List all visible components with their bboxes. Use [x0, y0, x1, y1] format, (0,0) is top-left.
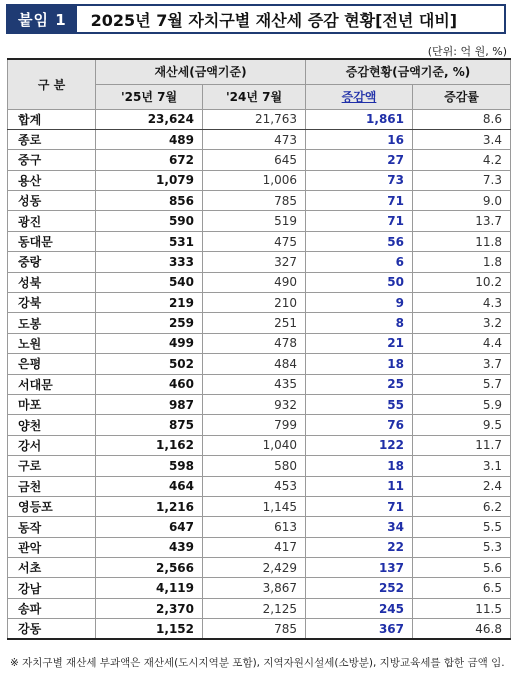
increase-amount: 16 [306, 129, 413, 149]
district-name: 은평 [8, 354, 96, 374]
value-2025: 259 [96, 313, 203, 333]
value-2024: 327 [203, 252, 306, 272]
district-name: 도봉 [8, 313, 96, 333]
increase-amount: 22 [306, 537, 413, 557]
value-2025: 499 [96, 333, 203, 353]
table-row [8, 496, 511, 516]
value-2024: 932 [203, 394, 306, 414]
increase-rate: 6.2 [413, 496, 511, 516]
value-2025: 590 [96, 211, 203, 231]
increase-rate: 7.3 [413, 170, 511, 190]
table-row [8, 394, 511, 414]
district-name: 영등포 [8, 496, 96, 516]
value-2024: 580 [203, 456, 306, 476]
district-name: 합계 [8, 109, 96, 129]
increase-rate: 9.5 [413, 415, 511, 435]
value-2025: 219 [96, 293, 203, 313]
increase-amount: 25 [306, 374, 413, 394]
table-row [8, 619, 511, 639]
increase-rate: 11.5 [413, 598, 511, 618]
increase-amount: 21 [306, 333, 413, 353]
increase-amount: 50 [306, 272, 413, 292]
table-row [8, 354, 511, 374]
increase-amount: 245 [306, 598, 413, 618]
increase-rate: 3.1 [413, 456, 511, 476]
table-row [8, 252, 511, 272]
value-2024: 484 [203, 354, 306, 374]
value-2025: 531 [96, 231, 203, 251]
col-division-header: 구 분 [8, 59, 96, 109]
increase-amount: 34 [306, 517, 413, 537]
increase-rate: 9.0 [413, 191, 511, 211]
table-row [8, 456, 511, 476]
increase-rate: 1.8 [413, 252, 511, 272]
value-2025: 672 [96, 150, 203, 170]
value-2024: 2,429 [203, 558, 306, 578]
district-name: 용산 [8, 170, 96, 190]
table-row [8, 374, 511, 394]
table-body [8, 109, 511, 639]
value-2025: 460 [96, 374, 203, 394]
value-2024: 3,867 [203, 578, 306, 598]
value-2024: 417 [203, 537, 306, 557]
value-2024: 478 [203, 333, 306, 353]
group-tax-header: 재산세(금액기준) [96, 59, 306, 84]
increase-rate: 46.8 [413, 619, 511, 639]
page-title: 2025년 7월 자치구별 재산세 증감 현황[전년 대비] [90, 10, 458, 30]
value-2024: 251 [203, 313, 306, 333]
unit-label: (단위: 억 원, %) [427, 45, 507, 58]
value-2024: 519 [203, 211, 306, 231]
district-name: 동대문 [8, 231, 96, 251]
table-row [8, 558, 511, 578]
increase-rate: 3.7 [413, 354, 511, 374]
property-tax-table [7, 58, 511, 640]
increase-rate: 4.2 [413, 150, 511, 170]
value-2025: 4,119 [96, 578, 203, 598]
table-row [8, 150, 511, 170]
value-2025: 2,370 [96, 598, 203, 618]
table-row [8, 333, 511, 353]
value-2024: 2,125 [203, 598, 306, 618]
value-2025: 489 [96, 129, 203, 149]
district-name: 마포 [8, 394, 96, 414]
header-row-group [8, 59, 511, 84]
value-2025: 856 [96, 191, 203, 211]
col-2024-header: '24년 7월 [203, 84, 306, 109]
increase-rate: 11.8 [413, 231, 511, 251]
col-rate-header: 증감률 [413, 84, 511, 109]
increase-rate: 5.5 [413, 517, 511, 537]
value-2024: 435 [203, 374, 306, 394]
increase-rate: 4.4 [413, 333, 511, 353]
district-name: 강남 [8, 578, 96, 598]
value-2025: 439 [96, 537, 203, 557]
table-row [8, 435, 511, 455]
table-row [8, 476, 511, 496]
district-name: 성북 [8, 272, 96, 292]
increase-amount: 71 [306, 496, 413, 516]
increase-amount: 367 [306, 619, 413, 639]
value-2025: 1,152 [96, 619, 203, 639]
table-row [8, 272, 511, 292]
district-name: 중랑 [8, 252, 96, 272]
value-2024: 490 [203, 272, 306, 292]
increase-amount: 6 [306, 252, 413, 272]
increase-amount: 55 [306, 394, 413, 414]
district-name: 동작 [8, 517, 96, 537]
increase-amount: 137 [306, 558, 413, 578]
district-name: 금천 [8, 476, 96, 496]
group-change-header: 증감현황(금액기준, %) [306, 59, 511, 84]
increase-amount: 1,861 [306, 109, 413, 129]
table-row [8, 598, 511, 618]
value-2024: 645 [203, 150, 306, 170]
increase-rate: 5.6 [413, 558, 511, 578]
value-2025: 540 [96, 272, 203, 292]
increase-amount: 71 [306, 191, 413, 211]
value-2025: 875 [96, 415, 203, 435]
value-2024: 210 [203, 293, 306, 313]
attachment-badge: 붙임 1 [8, 6, 77, 32]
value-2025: 647 [96, 517, 203, 537]
increase-amount: 252 [306, 578, 413, 598]
value-2024: 475 [203, 231, 306, 251]
footnote: ※ 자치구별 재산세 부과액은 재산세(도시지역분 포함), 지역자원시설세(소방분), 지방교육세를 합한 금액 임. [10, 657, 505, 669]
value-2025: 987 [96, 394, 203, 414]
increase-amount: 27 [306, 150, 413, 170]
col-increase-header: 증감액 [306, 84, 413, 109]
increase-amount: 73 [306, 170, 413, 190]
table-row [8, 313, 511, 333]
increase-amount: 122 [306, 435, 413, 455]
value-2024: 473 [203, 129, 306, 149]
value-2024: 799 [203, 415, 306, 435]
increase-rate: 8.6 [413, 109, 511, 129]
table-row [8, 293, 511, 313]
table-row [8, 578, 511, 598]
title-bar [6, 4, 506, 34]
increase-amount: 8 [306, 313, 413, 333]
value-2025: 1,216 [96, 496, 203, 516]
increase-rate: 4.3 [413, 293, 511, 313]
value-2024: 1,145 [203, 496, 306, 516]
increase-rate: 5.9 [413, 394, 511, 414]
value-2025: 464 [96, 476, 203, 496]
district-name: 서초 [8, 558, 96, 578]
value-2025: 1,079 [96, 170, 203, 190]
increase-amount: 71 [306, 211, 413, 231]
increase-rate: 10.2 [413, 272, 511, 292]
district-name: 강동 [8, 619, 96, 639]
district-name: 종로 [8, 129, 96, 149]
district-name: 성동 [8, 191, 96, 211]
increase-rate: 5.7 [413, 374, 511, 394]
increase-amount: 9 [306, 293, 413, 313]
district-name: 송파 [8, 598, 96, 618]
increase-rate: 2.4 [413, 476, 511, 496]
table-row [8, 537, 511, 557]
increase-amount: 76 [306, 415, 413, 435]
district-name: 양천 [8, 415, 96, 435]
value-2025: 2,566 [96, 558, 203, 578]
increase-rate: 6.5 [413, 578, 511, 598]
increase-amount: 18 [306, 456, 413, 476]
table-row [8, 170, 511, 190]
value-2025: 1,162 [96, 435, 203, 455]
table-row [8, 231, 511, 251]
value-2024: 1,006 [203, 170, 306, 190]
increase-rate: 11.7 [413, 435, 511, 455]
value-2025: 23,624 [96, 109, 203, 129]
increase-amount: 18 [306, 354, 413, 374]
district-name: 노원 [8, 333, 96, 353]
increase-rate: 5.3 [413, 537, 511, 557]
value-2024: 1,040 [203, 435, 306, 455]
value-2025: 598 [96, 456, 203, 476]
value-2025: 333 [96, 252, 203, 272]
increase-amount: 56 [306, 231, 413, 251]
district-name: 강북 [8, 293, 96, 313]
increase-rate: 13.7 [413, 211, 511, 231]
value-2024: 613 [203, 517, 306, 537]
table-row [8, 211, 511, 231]
table-row-total [8, 109, 511, 129]
value-2024: 453 [203, 476, 306, 496]
district-name: 관악 [8, 537, 96, 557]
value-2024: 21,763 [203, 109, 306, 129]
increase-rate: 3.2 [413, 313, 511, 333]
increase-amount: 11 [306, 476, 413, 496]
value-2024: 785 [203, 191, 306, 211]
district-name: 중구 [8, 150, 96, 170]
table-row [8, 415, 511, 435]
value-2024: 785 [203, 619, 306, 639]
table-row [8, 129, 511, 149]
district-name: 광진 [8, 211, 96, 231]
district-name: 서대문 [8, 374, 96, 394]
district-name: 강서 [8, 435, 96, 455]
increase-rate: 3.4 [413, 129, 511, 149]
table-row [8, 191, 511, 211]
district-name: 구로 [8, 456, 96, 476]
value-2025: 502 [96, 354, 203, 374]
col-2025-header: '25년 7월 [96, 84, 203, 109]
table-row [8, 517, 511, 537]
